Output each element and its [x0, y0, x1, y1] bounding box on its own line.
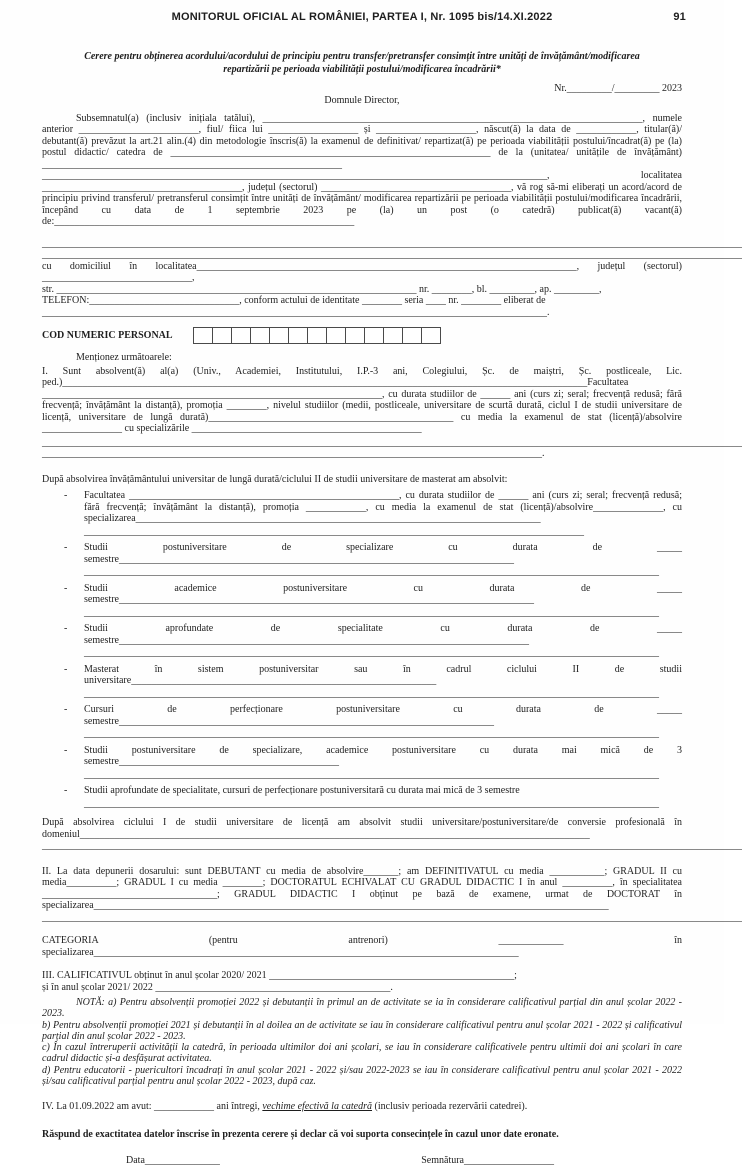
- masterat-heading: După absolvirea învățământului universitar de lungă durată/ciclului II de studii universitare de masterat am absolvit:: [42, 473, 508, 485]
- bullet-dash: -: [64, 744, 68, 756]
- cnp-box: [269, 327, 289, 344]
- section-1-paragraph: I. Sunt absolvent(ă) al(a) (Univ., Academiei, Institutului, I.P.-3 ani, Colegiului, Șc. de maiștri, Șc. postliceale, Lic. ped.)_________________________________________________________________________________________________________Facultatea ____________________________________________________________________, cu durata studiilor de ______ ani (curs zi; seral; frecvență redusă; fără frecvență; învățământ la distanță), promoția ________, nivelul studiilor (medii, postliceale, universitare de scurtă durată, ciclul I de studii universitare de licență, universitare de lungă durată)_________________________________________________ cu media la examenul de stat (licență)/absolvire ________________ cu specializările ______________________________________________: [42, 365, 682, 434]
- list-item: [42, 745, 682, 781]
- blank-rule-line: ___________________________________________________________________________________________________________________: [84, 566, 659, 577]
- registration-number-line: Nr._________/_________ 2023: [554, 82, 682, 94]
- list-item-text: Studii aprofundate de specialitate, cursuri de perfecționare postuniversitară cu durata mai mică de 3 semestre: [84, 785, 520, 796]
- date-field: Data_______________: [126, 1155, 220, 1167]
- cnp-box: [250, 327, 270, 344]
- bullet-dash: -: [64, 704, 68, 715]
- bullet-dash: -: [64, 623, 68, 634]
- categoria-line: CATEGORIA (pentru antrenori) _____________ în specializarea_____________________________________________________________________________________: [42, 935, 682, 958]
- list-item-text: Studii aprofundate de specialitate cu durata de _____ semestre__________________________________________________________________________________: [84, 623, 682, 646]
- section-4-line: [42, 1101, 682, 1113]
- cnp-label: COD NUMERIC PERSONAL: [42, 329, 173, 341]
- signature-row: [42, 1155, 682, 1167]
- bullet-dash: -: [64, 663, 68, 675]
- form-title: Cerere pentru obținerea acordului/acordului de principiu pentru transfer/pretransfer consimțit între unități de învățământ/modificarea repartizării pe perioada viabilității postului/modificarea încadrării*: [84, 50, 640, 75]
- nota-b: b) Pentru absolvenții promoției 2021 și debutanții în al doilea an de activitate se iau în considerare calificativul pentru anul școlar 2021 - 2022 și calificativul parțial din anul școlar 2022 - 2023.: [42, 1019, 682, 1042]
- mention-line: Menționez următoarele:: [76, 352, 172, 363]
- bullet-dash: -: [64, 542, 68, 553]
- ciclul1-paragraph: După absolvirea ciclului I de studii universitare de licență am absolvit studii universitare/postuniversitare/de conversie profesională în domeniul______________________________________________________________________________________________________: [42, 817, 682, 840]
- bullet-dash: -: [64, 785, 68, 796]
- blank-rule-line: ____________________________________________________________________________________________________________________________________________: [42, 911, 742, 923]
- bullet-dash: -: [64, 582, 68, 594]
- signature-field: Semnătura__________________: [421, 1155, 554, 1167]
- blank-rule-line: ___________________________________________________________________________________________________________________: [84, 606, 659, 618]
- blank-rule-line: ___________________________________________________________________________________________________________________: [84, 797, 659, 809]
- phone-identity-line: TELEFON:______________________________, conform actului de identitate ________ seria ____ nr. ________ eliberat de: [42, 295, 546, 306]
- blank-rule-line: ____________________________________________________________________________________________________________________________________________: [42, 840, 742, 851]
- ciclul1-section: [42, 817, 742, 852]
- section-4-prefix: IV. La 01.09.2022 am avut: ____________ ani întregi,: [42, 1101, 263, 1113]
- cnp-box: [212, 327, 232, 344]
- blank-rule-line: ___________________________________________________________________________________________________________________: [84, 647, 659, 658]
- declaration-line: Răspund de exactitatea datelor înscrise în prezenta cerere și declar că voi suporta consecințele în cazul unor date eronate.: [42, 1128, 559, 1140]
- masterat-section: [42, 474, 682, 810]
- cnp-box: [421, 327, 441, 344]
- calificativ-line-2: și în anul școlar 2021/ 2022 _______________________________________________.: [42, 981, 393, 993]
- salutation: Domnule Director,: [324, 95, 400, 106]
- list-item: [42, 542, 682, 578]
- blank-rule-line: ___________________________________________________________________________________________________________________: [84, 687, 659, 699]
- section-4-emphasis: vechime efectivă la catedră: [262, 1101, 373, 1113]
- cnp-box: [383, 327, 403, 344]
- blank-rule-line: ____________________________________________________________________________________________________________________________________________: [42, 249, 742, 260]
- cnp-boxes: [193, 327, 440, 344]
- list-item: [42, 623, 682, 659]
- cnp-box: [288, 327, 308, 344]
- blank-rule-line: ____________________________________________________________________________________________________________________________________________: [42, 237, 742, 249]
- bullet-dash: -: [64, 490, 68, 501]
- issued-by-rule-line: _____________________________________________________________________________________________________.: [42, 306, 550, 318]
- cnp-box: [326, 327, 346, 344]
- nota-c: c) În cazul întreruperii activității la catedră, în perioada ultimilor doi ani școlari, se iau în considerare calificativele pentru ultimii doi ani școlari în care cadrul didactic și-a desfășurat activitatea.: [42, 1042, 682, 1065]
- section-4-suffix: (inclusiv perioada rezervării catedrei).: [372, 1101, 528, 1113]
- list-item: [42, 704, 682, 740]
- nota-d: d) Pentru educatorii - puericultori încadrați în anul școlar 2021 - 2022 și/sau 2022-2023 se iau în considerare calificativul pentru anul școlar 2021 - 2022 și/sau calificativul parțial pentru anul școlar 2022 - 2023, după caz.: [42, 1064, 682, 1088]
- address-street-line: str. ________________________________________________________________________ nr. ________, bl. _________, ap. _________,: [42, 283, 602, 295]
- cnp-box: [345, 327, 365, 344]
- calificativ-line-1: III. CALIFICATIVUL obținut în anul școlar 2020/ 2021 _________________________________________________;: [42, 970, 517, 981]
- list-item-text: Studii postuniversitare de specializare cu durata de _____ semestre_______________________________________________________________________________: [84, 542, 682, 565]
- cnp-row: [42, 327, 682, 344]
- cnp-box: [402, 327, 422, 344]
- list-item: [42, 583, 682, 619]
- blank-rule-line: ____________________________________________________________________________________________________________________________________________: [42, 436, 742, 448]
- list-item: [42, 664, 682, 700]
- nota-block: [42, 997, 682, 1087]
- journal-header: [42, 11, 686, 24]
- page-number: 91: [673, 11, 686, 23]
- intro-paragraph: Subsemnatul(a) (inclusiv inițiala tatălui), ____________________________________________________________________________, numele anterior ________________________, fiul/ fiica lui __________________ și ____________________, născut(ă) la data de ____________, titular(ă)/ debutant(ă) prevăzut la art.21 alin.(4) din metodologie înscris(ă) la examenul de definitivat/ repartizat(ă) pe perioada viabilității postului/încadrat(ă) pe (la) postul didactic/ catedra de ________________________________________________________________ de la (unitatea/ unitățile de învățământ) ____________________________________________________________ _____________________________________________________________________________________________________, localitatea ________________________________________, județul (sectorul) ______________________________________, vă rog să-mi eliberați un acord/acord de principiu privind transferul/ pretransferul consimțit între unități de învățământ/ modificarea repartizării pe perioada viabilității postului/modificarea încadrării, începând cu data de 1 septembrie 2023 pe (la) un post (o catedră) publicat(ă) vacant(ă) de:____________________________________________________________: [42, 112, 682, 227]
- blank-rule-line: ____________________________________________________________________________________________________.: [42, 448, 545, 459]
- cnp-box: [364, 327, 384, 344]
- list-item-text: Studii academice postuniversitare cu durata de _____ semestre___________________________________________________________________________________: [84, 582, 682, 605]
- list-item: [42, 785, 682, 809]
- blank-rule-line: ___________________________________________________________________________________________________________________: [84, 728, 659, 739]
- list-item-text: Cursuri de perfecționare postuniversitare cu durata de _____ semestre___________________________________________________________________________: [84, 704, 682, 727]
- list-item-text: Masterat în sistem postuniversitar sau în cadrul ciclului II de studii universitare_____________________________________________________________: [84, 663, 682, 686]
- list-item-text: Studii postuniversitare de specializare, academice postuniversitare cu durata mai mică de 3 semestre____________________________________________: [84, 744, 682, 767]
- address-block: [42, 261, 682, 319]
- journal-title: MONITORUL OFICIAL AL ROMÂNIEI, PARTEA I, Nr. 1095 bis/14.XI.2022: [171, 11, 553, 23]
- cnp-box: [307, 327, 327, 344]
- section-1: [42, 365, 742, 460]
- nota-a: NOTĂ: a) Pentru absolvenții promoției 2022 și debutanții în primul an de activitate se ia în considerare calificativul parțial din anul școlar 2022 - 2023.: [42, 997, 682, 1020]
- blank-rule-line: ___________________________________________________________________________________________________________________: [84, 768, 659, 780]
- section-2: [42, 865, 742, 924]
- cnp-box: [231, 327, 251, 344]
- section-2-paragraph: II. La data depunerii dosarului: sunt DEBUTANT cu media de absolvire_______; am DEFINITIVATUL cu media ___________; GRADUL II cu media__________; GRADUL I cu media ________; DOCTORATUL ECHIVALAT CU GRADUL DIDACTIC I în anul __________, în specialitatea ___________________________________; GRADUL DIDACTIC I obținut pe bază de examene, urmat de DOCTORAT în specializarea_______________________________________________________________________________________________________: [42, 865, 682, 911]
- list-item: [42, 490, 682, 537]
- section-3: [42, 970, 682, 993]
- address-locality-line: cu domiciliul în localitatea____________________________________________________________________________, județul (sectorul) ______________________________,: [42, 260, 682, 283]
- cnp-box: [193, 327, 213, 344]
- list-item-text: Facultatea ______________________________________________________, cu durata studiilor de ______ ani (curs zi; seral; frecvență redusă; fără frecvență; învățământ la distanță), promoția ____________, cu media la examenul de stat (licență)/absolvire______________, cu specializarea_________________________________________________________________________________: [84, 490, 682, 524]
- blank-rule-line: ____________________________________________________________________________________________________: [84, 525, 584, 537]
